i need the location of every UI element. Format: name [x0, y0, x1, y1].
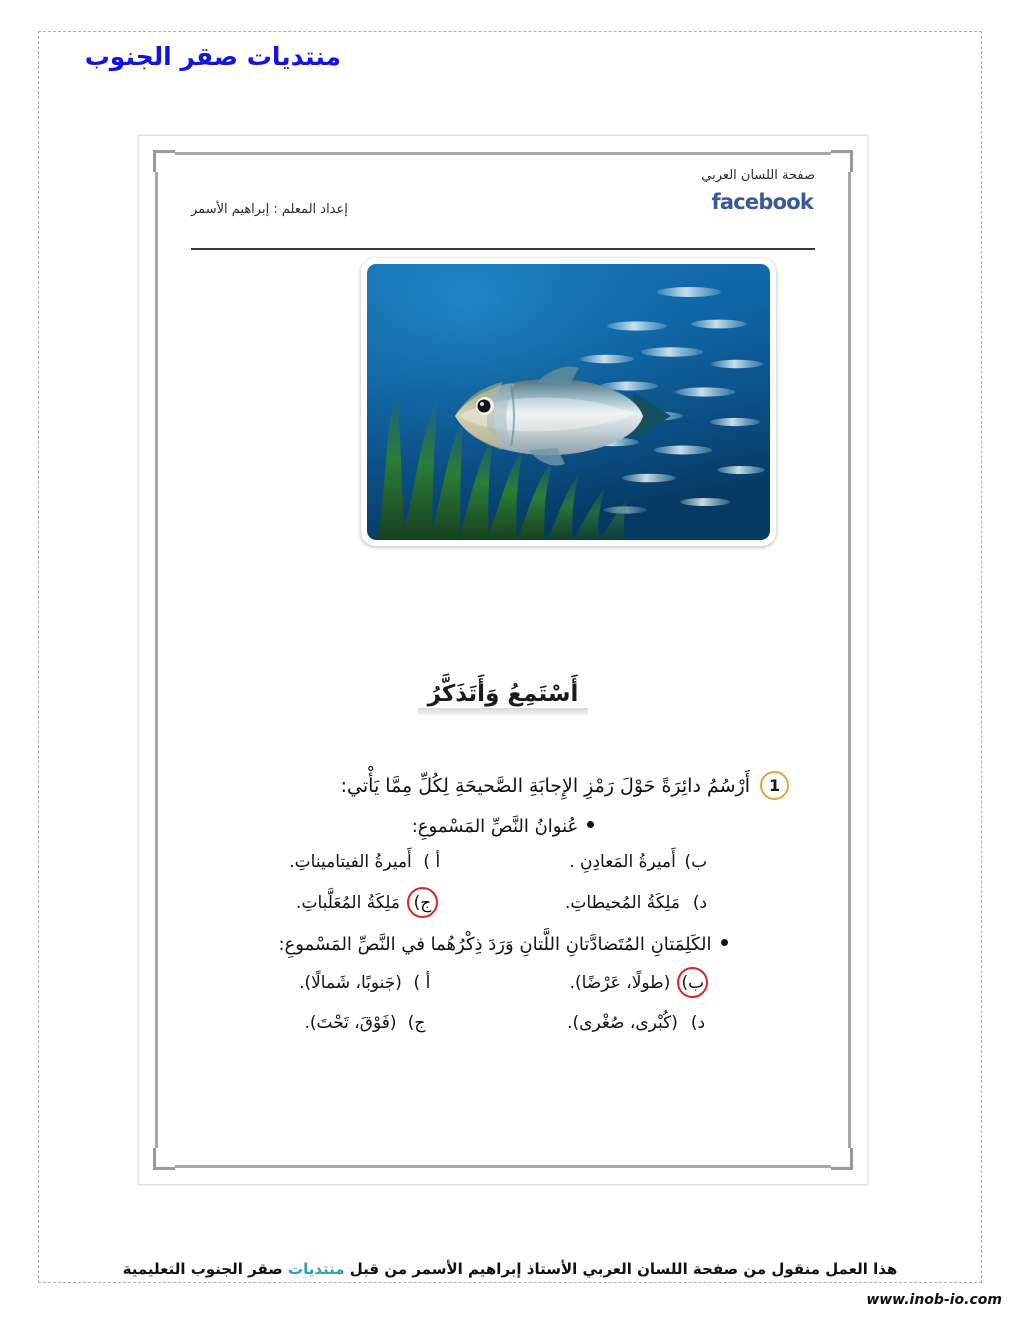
option-2b[interactable] [503, 967, 775, 998]
option-2d-text: (كُبْرى، صُغْرى). [567, 1013, 678, 1033]
source-page-label: صفحة اللسان العربي [701, 168, 815, 183]
credit-part-1: هذا العمل منقول من صفحة اللسان العربي الأستاذ إبراهيم الأسمر من قبل [344, 1260, 898, 1278]
margin-guide-left [155, 172, 158, 1148]
bullet-dot-icon [587, 821, 594, 828]
option-2c-key: ج) [407, 1013, 426, 1033]
option-1d-key: د) [692, 892, 708, 913]
option-1a-key: ب) [684, 852, 708, 872]
facebook-logo: facebook [711, 190, 813, 214]
crop-mark-bottom-left [153, 1148, 175, 1170]
worksheet-page [138, 135, 868, 1185]
crop-mark-top-right [831, 150, 853, 172]
item-1-prompt-line [195, 816, 811, 837]
option-2a-text: (جَنوبًا، شَمالًا). [299, 972, 402, 993]
option-1c[interactable] [231, 887, 503, 918]
crop-mark-bottom-right [831, 1148, 853, 1170]
item-1-options-row-2 [195, 887, 811, 918]
margin-guide-bottom [175, 1165, 831, 1168]
credit-line [39, 1260, 981, 1278]
margin-guide-top [175, 152, 831, 155]
credit-highlight: منتديات [288, 1260, 345, 1278]
option-1b[interactable] [231, 849, 503, 875]
option-1b-key: أ ) [423, 852, 441, 872]
item-2-prompt: الكَلِمَتانِ المُتَضادَّتانِ اللَّتانِ وَرَدَ ذِكْرُهُما في النَّصِّ المَسْموعِ: [278, 934, 712, 955]
item-1-options-row-1 [195, 849, 811, 875]
underwater-sardine-image [361, 258, 776, 546]
section-heading [139, 681, 867, 715]
option-2a-key: أ ) [413, 972, 431, 993]
section-title-text: أَسْتَمِعُ وَأَتَذَكَّرُ [422, 681, 585, 715]
option-1b-text: أَميرةُ الفيتاميناتِ. [289, 852, 412, 872]
question-block [195, 771, 811, 1036]
option-2c[interactable] [231, 1010, 503, 1036]
option-2d[interactable] [503, 1010, 775, 1036]
forum-banner-title: منتديات صقر الجنوب [84, 42, 341, 71]
option-2d-key: د) [690, 1013, 706, 1033]
option-2a[interactable] [231, 967, 503, 998]
forum-post-frame [38, 31, 982, 1283]
item-2-prompt-line [195, 934, 811, 955]
option-1a-text: أَميرةُ المَعادِنِ . [569, 852, 676, 872]
bullet-dot-icon [721, 939, 728, 946]
item-1-prompt: عُنوانُ النَّصِّ المَسْموعِ: [411, 816, 579, 837]
option-1c-text: مَلِكَةُ المُعَلَّباتِ. [296, 892, 400, 913]
credit-part-2: صقر الجنوب التعليمية [122, 1260, 289, 1278]
site-watermark: www.inob-io.com [866, 1292, 1002, 1308]
header-divider [191, 248, 815, 250]
option-1d[interactable] [503, 887, 775, 918]
worksheet-header [191, 168, 815, 240]
question-number-badge: 1 [760, 771, 789, 800]
crop-mark-top-left [153, 150, 175, 172]
item-2-options-row-2 [195, 1010, 811, 1036]
option-2c-text: (فَوْقَ، تَحْتَ). [304, 1013, 397, 1033]
option-1d-text: مَلِكَةُ المُحيطاتِ. [565, 892, 681, 913]
option-2b-key-circled-answer: ب) [677, 967, 708, 998]
question-heading [195, 771, 811, 800]
option-1c-key-circled-answer: ج) [407, 887, 438, 918]
question-item-2 [195, 934, 811, 1036]
question-item-1 [195, 816, 811, 918]
question-instruction: أَرْسُمُ دائِرَةً حَوْلَ رَمْزِ الإِجابَةِ الصَّحيحَةِ لِكُلِّ مِمَّا يَأْتي: [340, 774, 750, 797]
option-2b-text: (طولًا، عَرْضًا). [569, 972, 671, 993]
margin-guide-right [848, 172, 851, 1148]
option-1a[interactable] [503, 849, 775, 875]
prepared-by-label: إعداد المعلم : إبراهيم الأسمر [191, 202, 348, 217]
item-2-options-row-1 [195, 967, 811, 998]
sardine-illustration [367, 264, 770, 540]
